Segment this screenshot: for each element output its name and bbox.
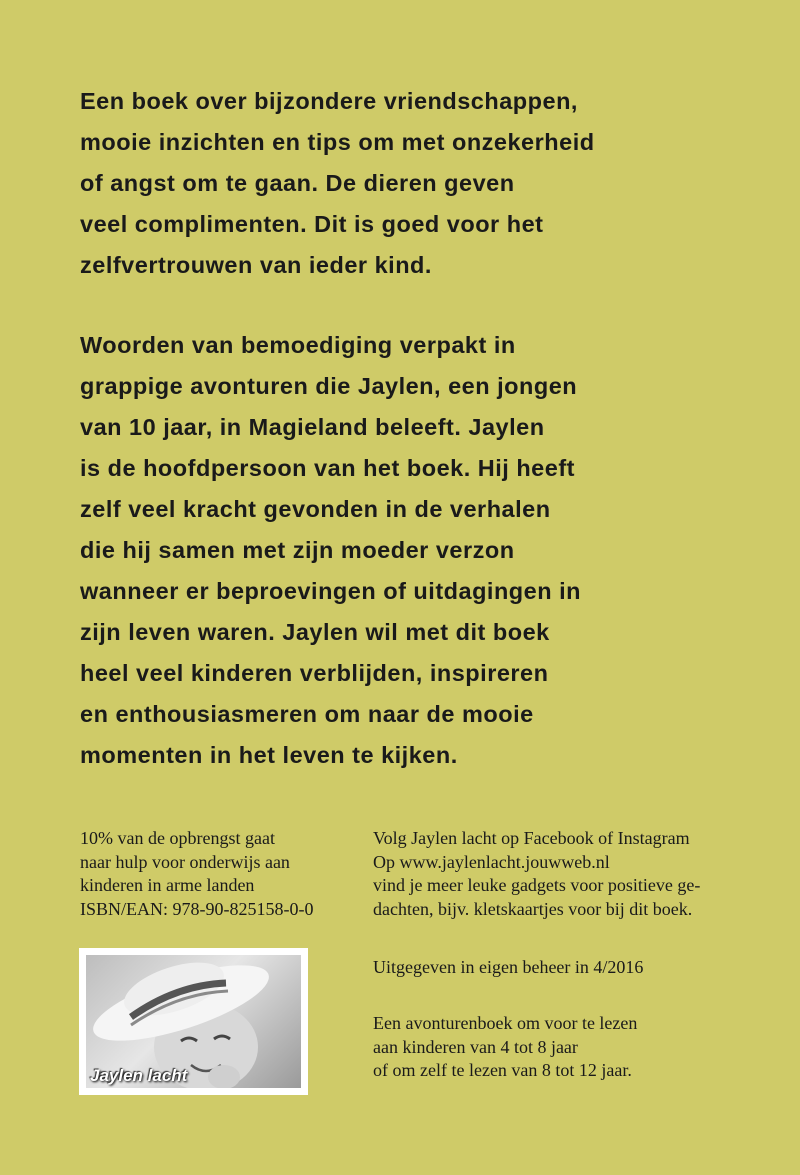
text-line: momenten in het leven te kijken. (80, 742, 458, 768)
info-line: aan kinderen van 4 tot 8 jaar (373, 1036, 578, 1057)
text-line: mooie inzichten en tips om met onzekerheid (80, 129, 595, 155)
donation-isbn-info (80, 827, 370, 921)
text-line: Woorden van bemoediging verpakt in (80, 332, 516, 358)
info-line: Uitgegeven in eigen beheer in 4/2016 (373, 957, 644, 977)
info-line: vind je meer leuke gadgets voor positieve ge- (373, 875, 701, 895)
text-line: wanneer er beproevingen of uitdagingen in (80, 578, 581, 604)
photo-caption: Jaylen lacht (90, 1066, 188, 1085)
age-group-info (373, 1012, 783, 1083)
info-line: naar hulp voor onderwijs aan (80, 851, 290, 872)
info-line: Volg Jaylen lacht op Facebook of Instagram (373, 828, 690, 848)
text-line: Een boek over bijzondere vriendschappen, (80, 88, 578, 114)
info-line: dachten, bijv. kletskaartjes voor bij dit boek. (373, 898, 693, 919)
text-line: zelf veel kracht gevonden in de verhalen (80, 496, 551, 522)
text-line: en enthousiasmeren om naar de mooie (80, 701, 534, 727)
photo-image (86, 955, 301, 1088)
info-line: of om zelf te lezen van 8 tot 12 jaar. (373, 1060, 632, 1080)
text-line: of angst om te gaan. De dieren geven (80, 170, 515, 196)
description-paragraph-1 (80, 81, 760, 286)
info-line: 10% van de opbrengst gaat (80, 828, 275, 848)
text-line: veel complimenten. Dit is goed voor het (80, 211, 544, 237)
text-line: van 10 jaar, in Magieland beleeft. Jaylen (80, 414, 545, 440)
publication-info (373, 956, 783, 980)
author-photo (79, 948, 308, 1095)
info-line: Een avonturenboek om voor te lezen (373, 1013, 638, 1033)
website-line: Op www.jaylenlacht.jouwweb.nl (373, 851, 610, 872)
social-media-info (373, 827, 783, 921)
text-line: zijn leven waren. Jaylen wil met dit boek (80, 619, 550, 645)
text-line: die hij samen met zijn moeder verzon (80, 537, 515, 563)
text-line: grappige avonturen die Jaylen, een jongen (80, 373, 578, 399)
text-line: is de hoofdpersoon van het boek. Hij heeft (80, 455, 575, 481)
text-line: heel veel kinderen verblijden, inspireren (80, 660, 549, 686)
text-line: zelfvertrouwen van ieder kind. (80, 252, 432, 278)
description-paragraph-2 (80, 325, 760, 776)
isbn-line: ISBN/EAN: 978-90-825158-0-0 (80, 898, 314, 919)
info-line: kinderen in arme landen (80, 875, 255, 895)
